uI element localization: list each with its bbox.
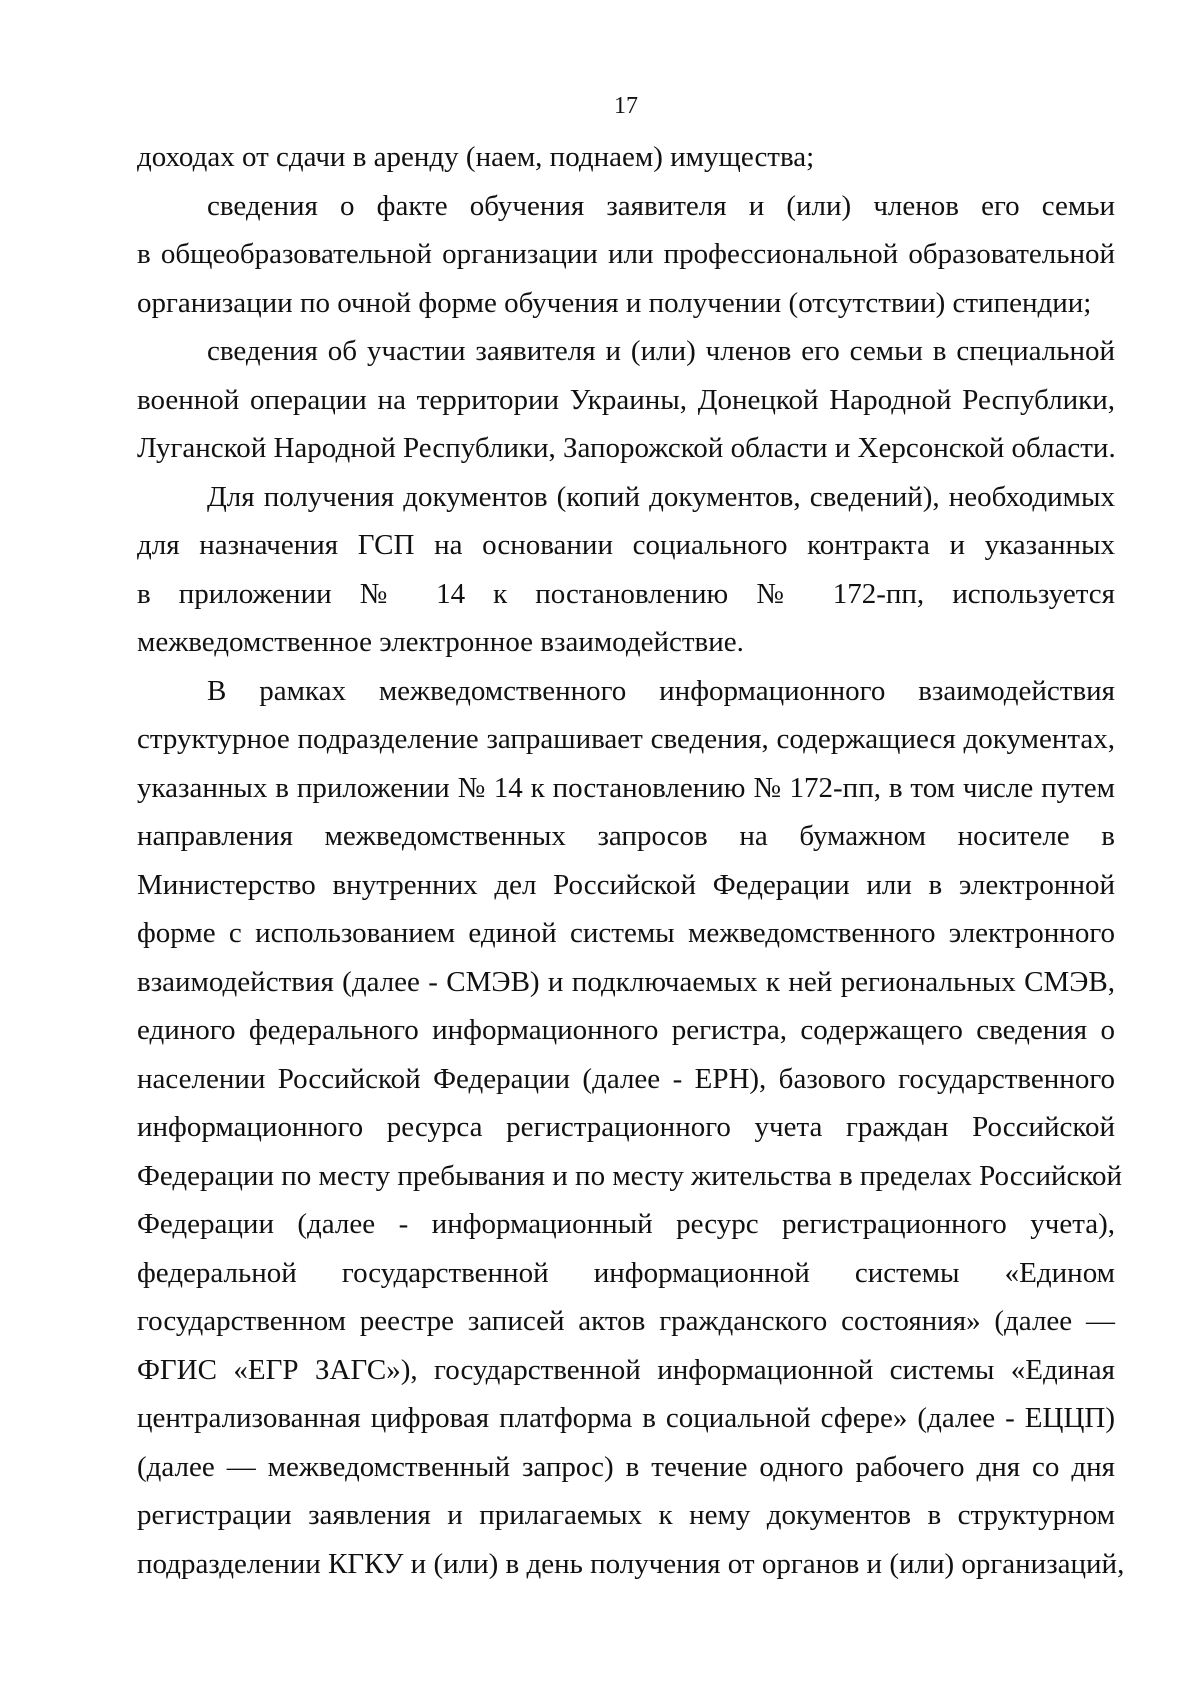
text-line: В рамках межведомственного информационного взаимодействия [207, 674, 1115, 707]
text-line: Луганской Народной Республики, Запорожской области и Херсонской области. [137, 432, 1116, 464]
text-line: единого федерального информационного регистра, содержащего сведения о [137, 1014, 1115, 1046]
text-line: взаимодействия (далее - СМЭВ) и подключаемых к ней региональных СМЭВ, [137, 965, 1115, 998]
text-line: подразделении КГКУ и (или) в день получения от органов и (или) организаций, [137, 1547, 1125, 1580]
text-line: направления межведомственных запросов на бумажном носителе в [137, 820, 1115, 852]
text-line: доходах от сдачи в аренду (наем, поднаем) имущества; [137, 141, 815, 173]
text-line: в общеобразовательной организации или профессиональной образовательной [137, 238, 1115, 270]
text-line: в приложении № 14 к постановлению № 172-пп, используется [137, 577, 1115, 610]
text-line: указанных в приложении № 14 к постановлению № 172-пп, в том числе путем [137, 771, 1115, 804]
text-line: военной операции на территории Украины, Донецкой Народной Республики, [137, 383, 1115, 416]
text-line: сведения об участии заявителя и (или) членов его семьи в специальной [207, 335, 1115, 367]
text-line: государственном реестре записей актов гражданского состояния» (далее — [137, 1305, 1115, 1337]
text-line: Министерство внутренних дел Российской Федерации или в электронной [137, 868, 1115, 901]
text-line: межведомственное электронное взаимодействие. [137, 626, 744, 658]
text-line: для назначения ГСП на основании социального контракта и указанных [137, 529, 1115, 561]
text-line: населении Российской Федерации (далее - ЕРН), базового государственного [137, 1062, 1115, 1095]
text-line: организации по очной форме обучения и получении (отсутствии) стипендии; [137, 286, 1092, 319]
text-line: федеральной государственной информационной системы «Едином [137, 1256, 1115, 1289]
text-line: сведения о факте обучения заявителя и (или) членов его семьи [207, 189, 1115, 222]
text-line: информационного ресурса регистрационного учета граждан Российской [137, 1111, 1115, 1143]
text-line: ФГИС «ЕГР ЗАГС»), государственной информационной системы «Единая [137, 1353, 1115, 1386]
text-line: форме с использованием единой системы межведомственного электронного [137, 917, 1115, 949]
text-line: Федерации (далее - информационный ресурс регистрационного учета), [137, 1208, 1115, 1240]
document-body [137, 133, 1125, 1588]
text-line: Федерации по месту пребывания и по месту жительства в пределах Российской [137, 1159, 1123, 1192]
page-number: 17 [614, 93, 638, 119]
text-line: Для получения документов (копий документов, сведений), необходимых [207, 480, 1115, 513]
text-line: централизованная цифровая платформа в социальной сфере» (далее - ЕЦЦП) [137, 1402, 1115, 1434]
text-line: структурное подразделение запрашивает сведения, содержащиеся документах, [137, 723, 1115, 755]
text-line: регистрации заявления и прилагаемых к нему документов в структурном [137, 1499, 1115, 1531]
text-line: (далее — межведомственный запрос) в течение одного рабочего дня со дня [137, 1450, 1115, 1483]
